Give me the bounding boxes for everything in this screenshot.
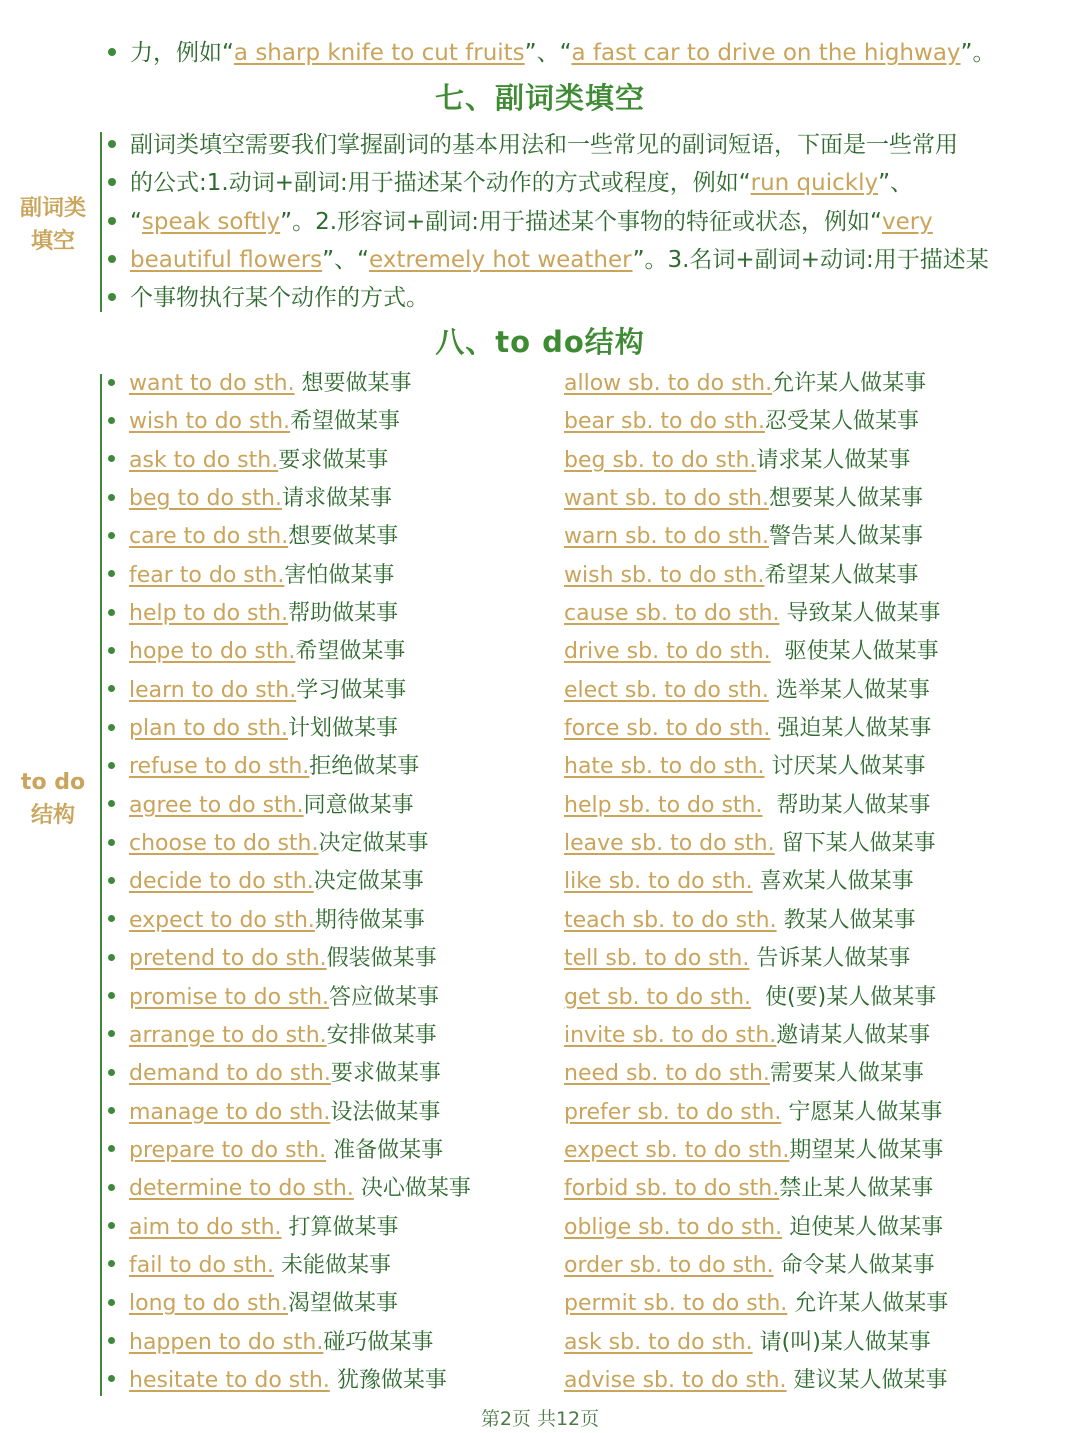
bullet-icon <box>108 1107 115 1114</box>
chinese-text: 的公式:1.动词+副词:用于描述某个动作的方式或程度，例如“ <box>130 170 751 196</box>
phrase-english: hope to do sth. <box>129 639 296 665</box>
left-phrase-row <box>108 1213 471 1251</box>
phrase-chinese: 要求做某事 <box>330 1061 441 1087</box>
chinese-text: ”、“ <box>322 247 370 273</box>
phrase-chinese: 请(叫)某人做某事 <box>752 1329 931 1355</box>
left-phrase-row <box>108 1098 471 1136</box>
phrase-english: decide to do sth. <box>129 869 314 895</box>
phrase-chinese: 允许某人做某事 <box>772 371 927 396</box>
left-phrase-row <box>108 1174 471 1212</box>
phrase-english: tell sb. to do sth. <box>564 946 750 972</box>
phrase-chinese: 准备做某事 <box>326 1137 444 1163</box>
bullet-icon <box>108 1222 115 1229</box>
section7-side-label-line2: 填空 <box>30 229 75 254</box>
bullet-icon <box>108 417 115 424</box>
left-phrase-row <box>108 1021 471 1059</box>
left-phrase-row <box>108 983 471 1021</box>
left-phrase-row <box>108 944 471 982</box>
bullet-icon <box>108 1375 115 1382</box>
chinese-text: “ <box>130 209 142 235</box>
phrase-english: ask to do sth. <box>129 447 279 473</box>
bullet-icon <box>108 178 116 186</box>
phrase-chinese: 想要某人做某事 <box>768 486 923 512</box>
phrase-english: pretend to do sth. <box>129 946 327 972</box>
left-phrase-row <box>108 714 471 752</box>
phrase-english: plan to do sth. <box>129 716 289 742</box>
phrase-chinese: 告诉某人做某事 <box>749 946 911 972</box>
bullet-icon <box>108 647 115 654</box>
bullet-icon <box>108 609 115 616</box>
intro-mid: ”、“ <box>524 40 572 66</box>
phrase-english: need sb. to do sth. <box>564 1061 770 1087</box>
bullet-icon <box>108 762 115 769</box>
left-phrase-row <box>108 1328 471 1366</box>
section7-title: 七、副词类填空 <box>434 81 645 115</box>
right-phrase-row <box>564 676 948 714</box>
section7-line <box>108 207 933 237</box>
left-phrase-row <box>108 1136 471 1174</box>
section7-line <box>108 130 958 160</box>
phrase-english: prepare to do sth. <box>129 1137 327 1163</box>
phrase-english: help to do sth. <box>129 601 289 627</box>
bullet-icon <box>108 494 115 501</box>
right-phrase-row <box>564 752 948 790</box>
phrase-chinese: 邀请某人做某事 <box>776 1022 931 1048</box>
phrase-english: prefer sb. to do sth. <box>564 1099 782 1125</box>
phrase-english: long to do sth. <box>129 1291 288 1317</box>
left-phrase-row <box>108 484 471 522</box>
right-phrase-row <box>564 1251 948 1289</box>
right-phrase-row <box>564 637 948 675</box>
phrase-english: hate sb. to do sth. <box>564 754 765 780</box>
right-phrase-list <box>564 369 948 1404</box>
left-phrase-row <box>108 637 471 675</box>
english-example: beautiful flowers <box>130 247 323 273</box>
phrase-chinese: 决心做某事 <box>353 1176 471 1202</box>
bullet-icon <box>108 293 116 301</box>
phrase-chinese: 驱使某人做某事 <box>770 639 939 665</box>
phrase-chinese: 设法做某事 <box>330 1099 441 1125</box>
bullet-icon <box>108 1299 115 1306</box>
phrase-english: leave sb. to do sth. <box>564 831 775 857</box>
phrase-english: arrange to do sth. <box>129 1022 327 1048</box>
left-phrase-row <box>108 676 471 714</box>
phrase-chinese: 决定做某事 <box>313 869 424 895</box>
right-phrase-row <box>564 484 948 522</box>
right-phrase-row <box>564 369 948 407</box>
phrase-chinese: 计划做某事 <box>288 716 399 742</box>
chinese-text: ”、 <box>878 170 914 196</box>
right-phrase-row <box>564 561 948 599</box>
phrase-english: elect sb. to do sth. <box>564 677 769 703</box>
phrase-english: hesitate to do sth. <box>129 1367 330 1393</box>
phrase-chinese: 期望某人做某事 <box>789 1137 944 1163</box>
phrase-english: drive sb. to do sth. <box>564 639 771 665</box>
right-phrase-row <box>564 407 948 445</box>
section8-title: 八、to do结构 <box>435 325 645 359</box>
phrase-chinese: 强迫某人做某事 <box>770 716 932 742</box>
phrase-english: care to do sth. <box>129 524 289 550</box>
phrase-english: want sb. to do sth. <box>564 486 769 512</box>
bullet-icon <box>108 915 115 922</box>
chinese-text: 副词类填空需要我们掌握副词的基本用法和一些常见的副词短语，下面是一些常用 <box>130 132 958 158</box>
left-phrase-row <box>108 752 471 790</box>
phrase-chinese: 拒绝做某事 <box>309 754 420 780</box>
section7-divider <box>100 132 102 312</box>
bullet-icon <box>108 839 115 846</box>
phrase-chinese: 留下某人做某事 <box>774 831 936 857</box>
phrase-english: permit sb. to do sth. <box>564 1291 788 1317</box>
right-phrase-row <box>564 983 948 1021</box>
phrase-english: choose to do sth. <box>129 831 319 857</box>
phrase-english: learn to do sth. <box>129 677 297 703</box>
phrase-chinese: 未能做某事 <box>273 1252 391 1278</box>
english-example: extremely hot weather <box>369 247 633 273</box>
phrase-english: advise sb. to do sth. <box>564 1367 787 1393</box>
english-example: run quickly <box>750 170 879 196</box>
phrase-english: happen to do sth. <box>129 1329 324 1355</box>
phrase-chinese: 害怕做某事 <box>284 562 395 588</box>
phrase-english: determine to do sth. <box>129 1176 354 1202</box>
right-phrase-row <box>564 599 948 637</box>
phrase-chinese: 忍受某人做某事 <box>764 409 919 435</box>
intro-suffix: ”。 <box>960 40 996 66</box>
right-phrase-row <box>564 1021 948 1059</box>
bullet-icon <box>108 992 115 999</box>
phrase-chinese: 宁愿某人做某事 <box>781 1099 943 1125</box>
section7-line <box>108 283 429 313</box>
phrase-english: refuse to do sth. <box>129 754 310 780</box>
phrase-english: warn sb. to do sth. <box>564 524 770 550</box>
phrase-chinese: 犹豫做某事 <box>329 1367 447 1393</box>
right-phrase-row <box>564 791 948 829</box>
phrase-english: expect to do sth. <box>129 907 315 933</box>
page-footer: 第2页 共12页 <box>480 1408 600 1430</box>
right-phrase-row <box>564 867 948 905</box>
bullet-icon <box>108 800 115 807</box>
phrase-chinese: 帮助做某事 <box>288 601 399 627</box>
phrase-english: order sb. to do sth. <box>564 1252 774 1278</box>
bullet-icon <box>108 532 115 539</box>
phrase-english: help sb. to do sth. <box>564 792 763 818</box>
phrase-english: beg sb. to do sth. <box>564 447 757 473</box>
right-phrase-row <box>564 1328 948 1366</box>
right-phrase-row <box>564 1059 948 1097</box>
phrase-chinese: 碰巧做某事 <box>323 1329 434 1355</box>
phrase-english: allow sb. to do sth. <box>564 371 773 396</box>
phrase-english: fear to do sth. <box>129 562 285 588</box>
phrase-chinese: 讨厌某人做某事 <box>764 754 926 780</box>
phrase-english: beg to do sth. <box>129 486 282 512</box>
phrase-chinese: 选举某人做某事 <box>768 677 930 703</box>
phrase-chinese: 导致某人做某事 <box>779 601 941 627</box>
left-phrase-row <box>108 1251 471 1289</box>
bullet-icon <box>108 1337 115 1344</box>
left-phrase-row <box>108 446 471 484</box>
phrase-english: wish to do sth. <box>129 409 291 435</box>
phrase-english: manage to do sth. <box>129 1099 331 1125</box>
right-phrase-row <box>564 1098 948 1136</box>
chinese-text: ”。2.形容词+副词:用于描述某个事物的特征或状态，例如“ <box>280 209 882 235</box>
bullet-icon <box>108 255 116 263</box>
right-phrase-row <box>564 446 948 484</box>
bullet-icon <box>108 1145 115 1152</box>
english-example: very <box>881 209 933 235</box>
chinese-text: 个事物执行某个动作的方式。 <box>130 285 429 311</box>
phrase-english: oblige sb. to do sth. <box>564 1214 783 1240</box>
phrase-chinese: 答应做某事 <box>329 984 440 1010</box>
phrase-chinese: 希望做某事 <box>295 639 406 665</box>
phrase-english: promise to do sth. <box>129 984 330 1010</box>
phrase-chinese: 希望某人做某事 <box>764 562 919 588</box>
phrase-chinese: 希望做某事 <box>290 409 401 435</box>
phrase-english: ask sb. to do sth. <box>564 1329 753 1355</box>
phrase-chinese: 同意做某事 <box>303 792 414 818</box>
intro-line <box>108 38 995 68</box>
phrase-chinese: 迫使某人做某事 <box>782 1214 944 1240</box>
section8-side-label <box>10 766 96 832</box>
left-phrase-row <box>108 1289 471 1327</box>
intro-example-2: a fast car to drive on the highway <box>571 40 961 66</box>
bullet-icon <box>108 877 115 884</box>
right-phrase-row <box>564 1174 948 1212</box>
bullet-icon <box>108 1030 115 1037</box>
phrase-chinese: 假装做某事 <box>326 946 437 972</box>
english-example: speak softly <box>141 209 281 235</box>
phrase-english: teach sb. to do sth. <box>564 907 777 933</box>
phrase-english: like sb. to do sth. <box>564 869 753 895</box>
intro-prefix: 力，例如“ <box>130 40 234 66</box>
bullet-icon <box>108 217 116 225</box>
phrase-english: cause sb. to do sth. <box>564 601 780 627</box>
left-phrase-row <box>108 867 471 905</box>
bullet-icon <box>108 48 116 56</box>
phrase-chinese: 期待做某事 <box>314 907 425 933</box>
right-phrase-row <box>564 906 948 944</box>
right-phrase-row <box>564 714 948 752</box>
right-phrase-row <box>564 944 948 982</box>
intro-example-1: a sharp knife to cut fruits <box>233 40 525 66</box>
phrase-english: force sb. to do sth. <box>564 716 771 742</box>
phrase-chinese: 禁止某人做某事 <box>779 1176 934 1202</box>
phrase-chinese: 允许某人做某事 <box>787 1291 949 1317</box>
left-phrase-row <box>108 791 471 829</box>
left-phrase-row <box>108 407 471 445</box>
phrase-english: fail to do sth. <box>129 1252 274 1278</box>
phrase-english: agree to do sth. <box>129 792 304 818</box>
left-phrase-list <box>108 369 471 1404</box>
section8-side-label-line2: 结构 <box>30 803 75 828</box>
phrase-chinese: 安排做某事 <box>326 1022 437 1048</box>
bullet-icon <box>108 1069 115 1076</box>
phrase-chinese: 想要做某事 <box>288 524 399 550</box>
phrase-chinese: 决定做某事 <box>318 831 429 857</box>
phrase-english: bear sb. to do sth. <box>564 409 765 435</box>
phrase-chinese: 要求做某事 <box>278 447 389 473</box>
bullet-icon <box>108 455 115 462</box>
left-phrase-row <box>108 906 471 944</box>
section8-divider <box>100 374 102 1396</box>
right-phrase-row <box>564 1366 948 1404</box>
phrase-english: demand to do sth. <box>129 1061 331 1087</box>
phrase-english: aim to do sth. <box>129 1214 282 1240</box>
right-phrase-row <box>564 1213 948 1251</box>
phrase-chinese: 建议某人做某事 <box>786 1367 948 1393</box>
section8-side-label-line1: to do <box>20 770 86 795</box>
phrase-english: invite sb. to do sth. <box>564 1022 777 1048</box>
left-phrase-row <box>108 599 471 637</box>
bullet-icon <box>108 724 115 731</box>
bullet-icon <box>108 685 115 692</box>
phrase-chinese: 喜欢某人做某事 <box>752 869 914 895</box>
phrase-chinese: 需要某人做某事 <box>769 1061 924 1087</box>
section7-line <box>108 168 913 198</box>
left-phrase-row <box>108 1366 471 1404</box>
bullet-icon <box>108 379 115 386</box>
phrase-english: expect sb. to do sth. <box>564 1137 790 1163</box>
chinese-text: ”。3.名词+副词+动词:用于描述某 <box>632 247 989 273</box>
section7-side-label <box>10 192 96 258</box>
phrase-chinese: 教某人做某事 <box>776 907 916 933</box>
bullet-icon <box>108 570 115 577</box>
right-phrase-row <box>564 1289 948 1327</box>
phrase-chinese: 想要做某事 <box>294 371 412 396</box>
phrase-chinese: 请求做某事 <box>281 486 392 512</box>
phrase-chinese: 打算做某事 <box>281 1214 399 1240</box>
section7-line <box>108 245 989 275</box>
right-phrase-row <box>564 829 948 867</box>
phrase-chinese: 渴望做某事 <box>288 1291 399 1317</box>
phrase-english: get sb. to do sth. <box>564 984 752 1010</box>
left-phrase-row <box>108 1059 471 1097</box>
bullet-icon <box>108 1184 115 1191</box>
left-phrase-row <box>108 561 471 599</box>
bullet-icon <box>108 954 115 961</box>
bullet-icon <box>108 140 116 148</box>
left-phrase-row <box>108 522 471 560</box>
phrase-english: want to do sth. <box>129 371 295 396</box>
left-phrase-row <box>108 829 471 867</box>
phrase-chinese: 使(要)某人做某事 <box>751 984 937 1010</box>
phrase-chinese: 学习做某事 <box>296 677 407 703</box>
phrase-chinese: 帮助某人做某事 <box>762 792 931 818</box>
phrase-chinese: 请求某人做某事 <box>756 447 911 473</box>
right-phrase-row <box>564 1136 948 1174</box>
phrase-english: forbid sb. to do sth. <box>564 1176 780 1202</box>
phrase-chinese: 警告某人做某事 <box>769 524 924 550</box>
section7-side-label-line1: 副词类 <box>19 196 86 221</box>
phrase-chinese: 命令某人做某事 <box>773 1252 935 1278</box>
bullet-icon <box>108 1260 115 1267</box>
right-phrase-row <box>564 522 948 560</box>
left-phrase-row <box>108 369 471 407</box>
phrase-english: wish sb. to do sth. <box>564 562 765 588</box>
